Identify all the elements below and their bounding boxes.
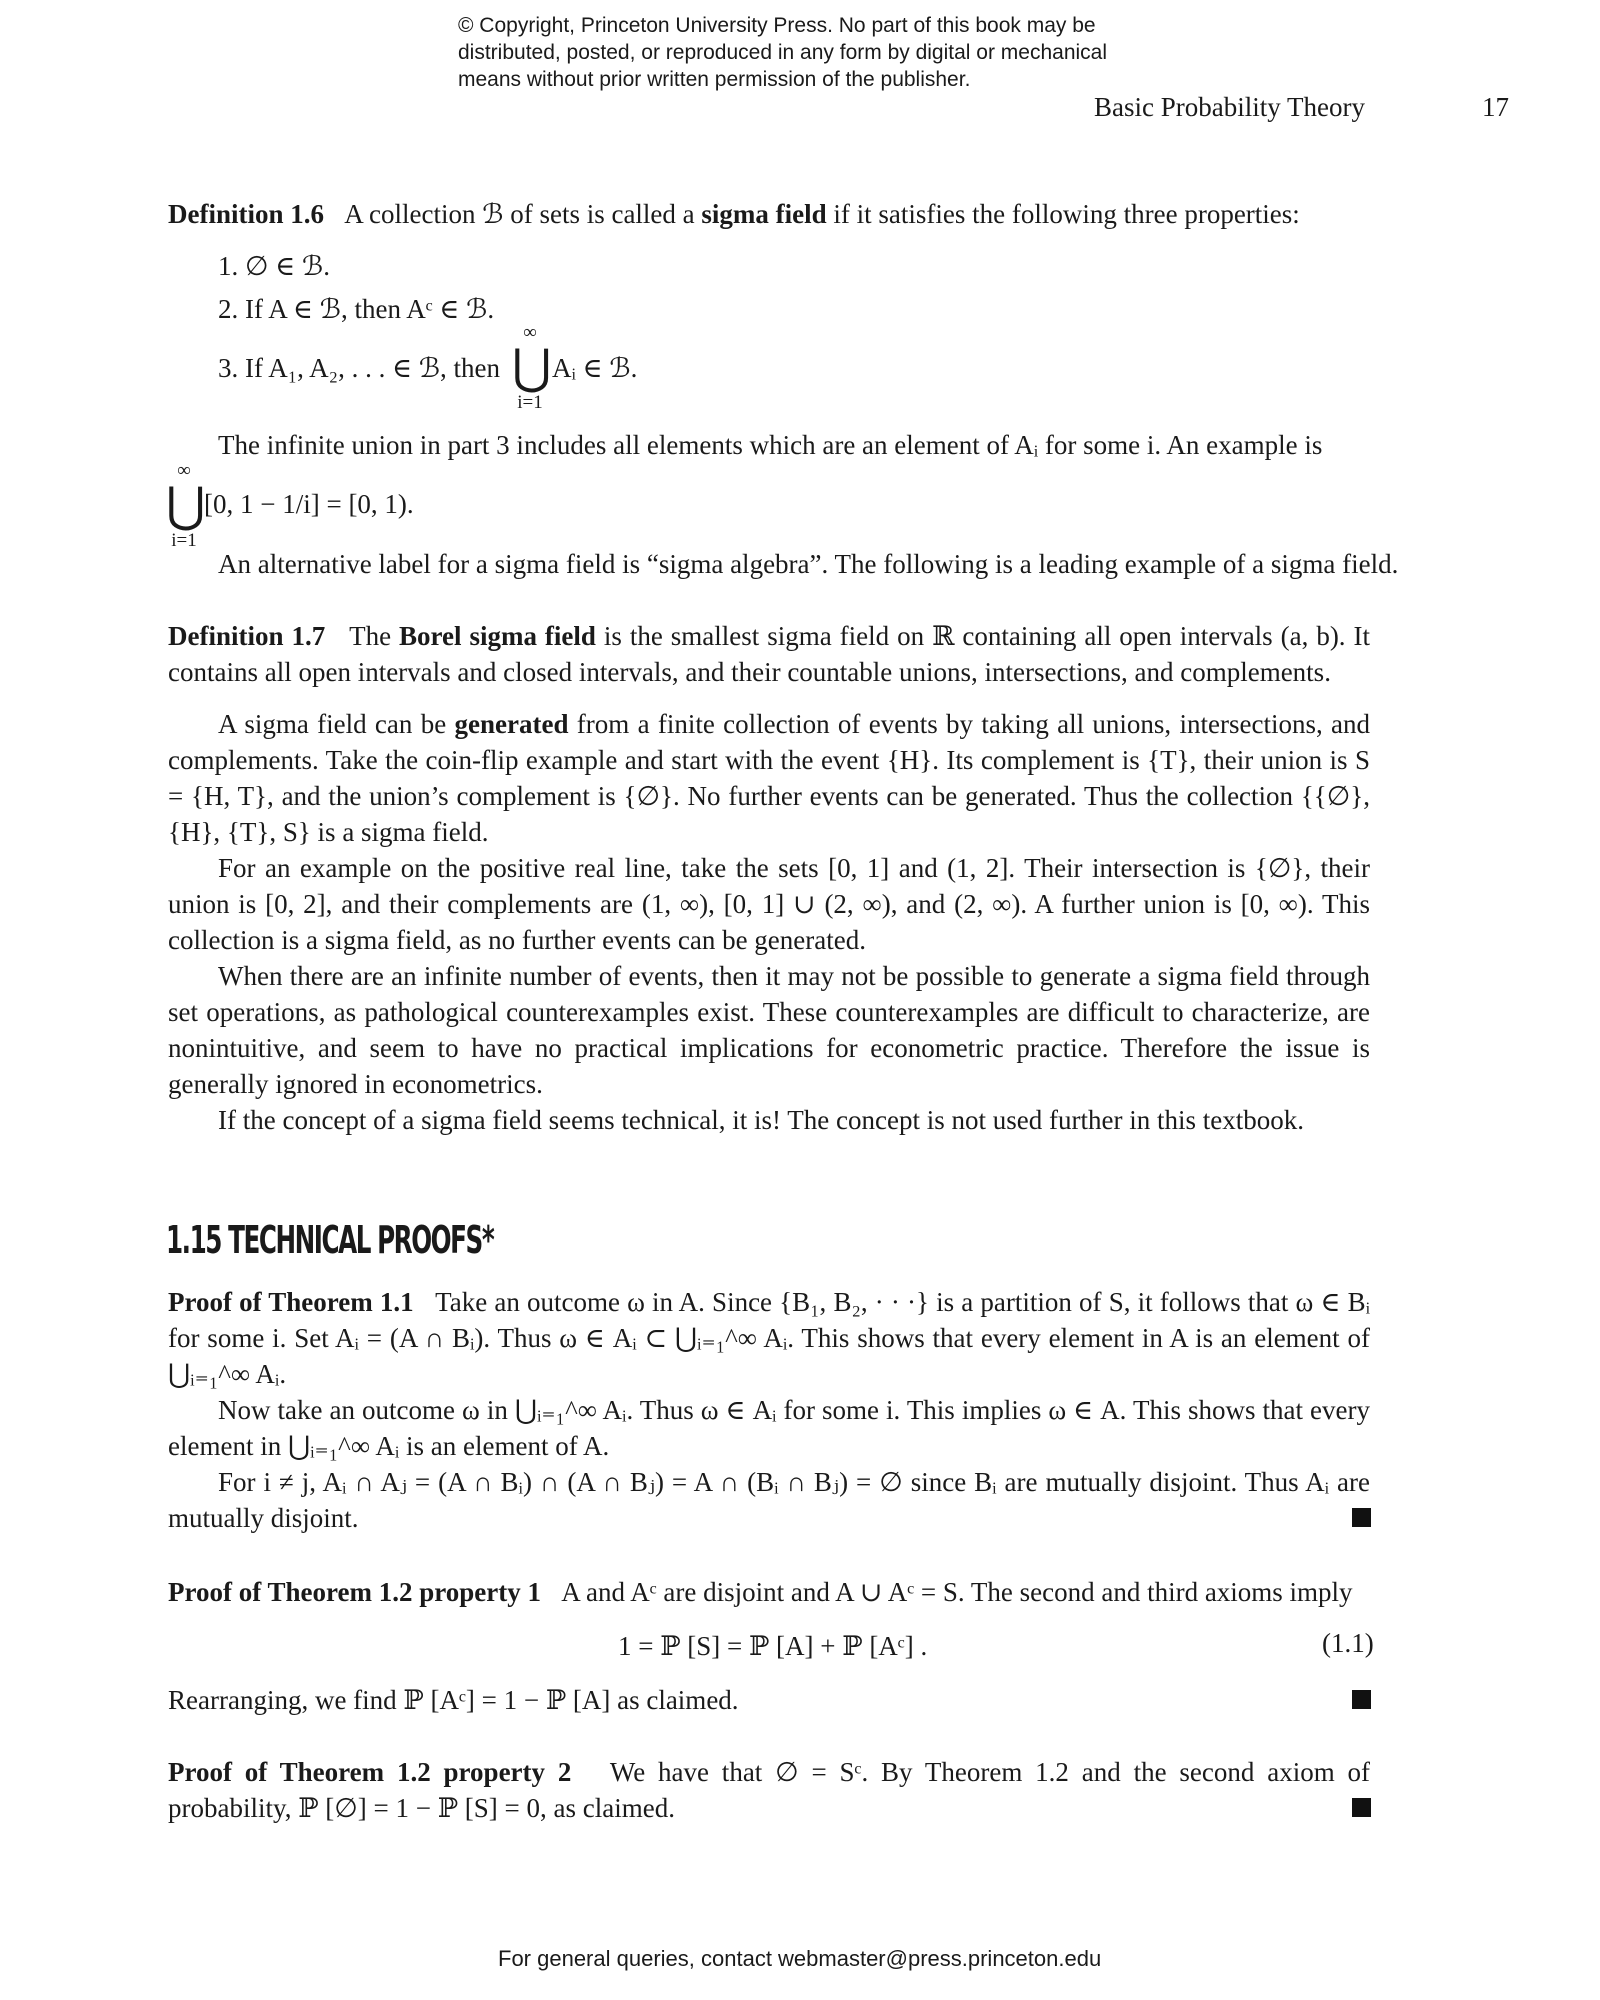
copyright-line-3: means without prior written permission of the publisher.: [458, 68, 971, 91]
paragraph: An alternative label for a sigma field is “sigma algebra”. The following is a leading example of a sigma field.: [218, 549, 1399, 579]
paragraph: When there are an infinite number of events, then it may not be possible to generate a sigma field through set operations, as pathological counterexamples exist. These counterexamples are difficult to characterize, are nonintuitive, and seem to have no practical implications for econometric practice. Therefore the issue is generally ignored in econometrics.: [168, 961, 1370, 1099]
union-upper-limit: ∞: [177, 460, 191, 481]
property-item-1: 1. ∅ ∈ ℬ.: [218, 251, 330, 281]
equation-number: (1.1): [1322, 1628, 1374, 1658]
proof-text: A and Aᶜ are disjoint and A ∪ Aᶜ = S. The second and third axioms imply: [561, 1577, 1353, 1607]
paragraph: For i ≠ j, Aᵢ ∩ Aⱼ = (A ∩ Bᵢ) ∩ (A ∩ Bⱼ) = A ∩ (Bᵢ ∩ Bⱼ) = ∅ since Bᵢ are mutually disjoint. Thus Aᵢ are mutually disjoint.: [168, 1467, 1370, 1533]
proof-theorem-1-2-property-1: [168, 1574, 1378, 1610]
proof-text: We have that ∅ = Sᶜ. By Theorem 1.2 and the second axiom of probability, ℙ [∅] = 1 − ℙ [S] = 0, as claimed.: [168, 1757, 1371, 1823]
paragraph: If the concept of a sigma field seems technical, it is! The concept is not used further in this textbook.: [218, 1105, 1304, 1135]
equation: 1 = ℙ [S] = ℙ [A] + ℙ [Aᶜ] .: [618, 1631, 928, 1661]
property-item-3: [218, 350, 500, 386]
copyright-notice: [458, 12, 1218, 93]
bold-term: generated: [454, 709, 569, 739]
section-heading: 1.15 TECHNICAL PROOFS*: [166, 1218, 494, 1262]
page-number: 17: [1482, 92, 1509, 122]
big-union-operator: [166, 460, 206, 552]
definition-text: is the smallest sigma field on ℝ containing all open intervals (a, b). It contains all open intervals and closed intervals, and their countable unions, intersections, and complements.: [168, 621, 1371, 687]
union-example: [0, 1 − 1/i] = [0, 1).: [204, 489, 414, 519]
definition-text: The: [349, 621, 400, 651]
union-symbol: ⋃: [166, 479, 206, 532]
union-lower-limit: i=1: [517, 392, 543, 413]
qed-square-icon: [1352, 1798, 1371, 1817]
paragraph: For an example on the positive real line, take the sets [0, 1] and (1, 2]. Their intersection is {∅}, their union is [0, 2], and their complements are (1, ∞), [0, 1] ∪ (2, ∞), and (2, ∞). A further union is [0, ∞). This collection is a sigma field, as no further events can be generated.: [168, 853, 1370, 955]
definition-1-7: [168, 618, 1370, 690]
proof-text: Take an outcome ω in A. Since {B₁, B₂, · · ·} is a partition of S, it follows that ω ∈ Bᵢ for some i. Set Aᵢ = (A ∩ Bᵢ). Thus ω ∈ Aᵢ ⊂ ⋃ᵢ₌₁^∞ Aᵢ. This shows that every element in A is an element of ⋃ᵢ₌₁^∞ Aᵢ.: [168, 1287, 1371, 1389]
proof-theorem-1-2-property-2: [168, 1754, 1370, 1826]
running-title: Basic Probability Theory: [1094, 92, 1365, 122]
proof-theorem-1-1: [168, 1284, 1370, 1392]
paragraph: [168, 706, 1370, 850]
paragraph: Rearranging, we find ℙ [Aᶜ] = 1 − ℙ [A] as claimed.: [168, 1685, 739, 1715]
paragraph: The infinite union in part 3 includes all elements which are an element of Aᵢ for some i. An example is: [218, 430, 1323, 460]
definition-term: Borel sigma field: [399, 621, 596, 651]
property-item-2: 2. If A ∈ ℬ, then Aᶜ ∈ ℬ.: [218, 294, 495, 324]
paragraph: Now take an outcome ω in ⋃ᵢ₌₁^∞ Aᵢ. Thus ω ∈ Aᵢ for some i. This implies ω ∈ A. This shows that every element in ⋃ᵢ₌₁^∞ Aᵢ is an element of A.: [168, 1395, 1370, 1461]
qed-square-icon: [1352, 1690, 1371, 1709]
proof-label: Proof of Theorem 1.2 property 2: [168, 1757, 572, 1787]
definition-1-6: [168, 196, 1370, 232]
paragraph-text: from a finite collection of events by taking all unions, intersections, and complements. Take the coin-flip example and start with the event {H}. Its complement is {T}, their union is S = {H, T}, and the union’s complement is {∅}. No further events can be generated. Thus the collection {{∅}, {H}, {T}, S} is a sigma field.: [168, 709, 1370, 847]
copyright-line-2: distributed, posted, or reproduced in any form by digital or mechanical: [458, 41, 1108, 64]
union-upper-limit: ∞: [523, 322, 537, 343]
definition-label: Definition 1.7: [168, 621, 326, 651]
proof-label: Proof of Theorem 1.2 property 1: [168, 1577, 541, 1607]
paragraph-text: A sigma field can be: [218, 709, 455, 739]
qed-square-icon: [1352, 1508, 1371, 1527]
definition-text: if it satisfies the following three properties:: [826, 199, 1300, 229]
big-union-operator: [512, 322, 552, 414]
copyright-line-1: © Copyright, Princeton University Press. No part of this book may be: [458, 14, 1096, 37]
proof-label: Proof of Theorem 1.1: [168, 1287, 414, 1317]
footer-contact: For general queries, contact webmaster@press.princeton.edu: [498, 1946, 1102, 1971]
union-symbol: ⋃: [512, 341, 552, 394]
definition-term: sigma field: [701, 199, 827, 229]
union-lower-limit: i=1: [171, 530, 197, 551]
definition-text: A collection ℬ of sets is called a: [344, 199, 702, 229]
property-item-3-text: 3. If A₁, A₂, . . . ∈ ℬ, then: [218, 353, 501, 383]
definition-label: Definition 1.6: [168, 199, 325, 229]
property-item-3-result: Aᵢ ∈ ℬ.: [552, 353, 638, 383]
